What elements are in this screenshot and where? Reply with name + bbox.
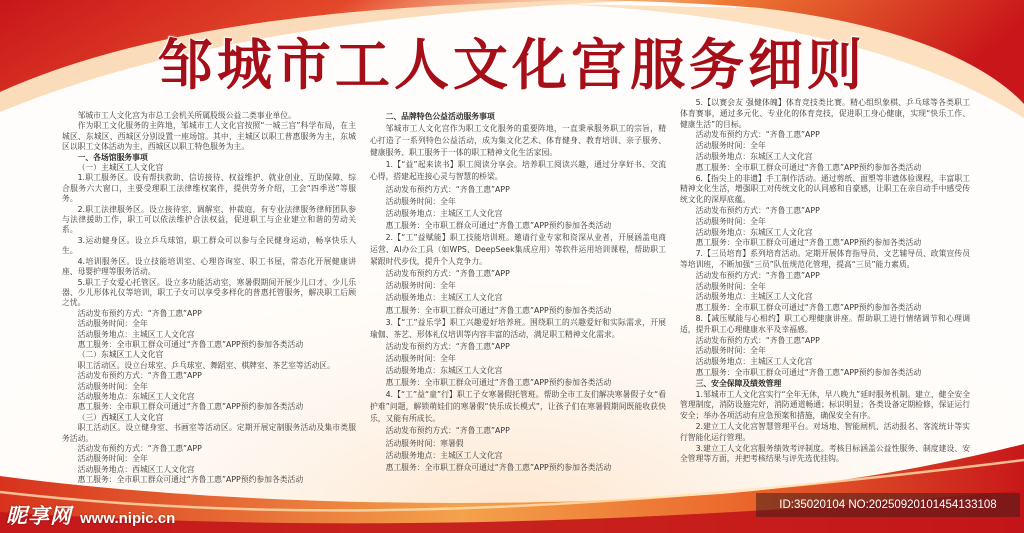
subsection-heading: （二）东城区工人文化宫	[77, 350, 164, 360]
body-paragraph: 作为职工文化服务的主阵地，邹城市工人文化宫按照“一城三宫”科学布局，在主城区、东城区、西城区分别设置一座场馆。其中，主城区以职工普惠服务为主，东城区以职工文体活动为主，西城区以职工特色服务为主。	[62, 121, 356, 152]
info-line: 活动服务时间：全年	[385, 281, 456, 291]
info-line: 活动服务地点：主城区工人文化宫	[385, 450, 503, 460]
watermark	[6, 500, 175, 530]
info-line: 活动服务地点：主城区工人文化宫	[695, 357, 813, 367]
info-line: 活动服务时间：全年	[77, 381, 148, 391]
body-paragraph: 2.建立工人文化宫智慧管理平台。对场地、智能闸机、活动报名、客流统计等实行智能化运行管理。	[680, 421, 970, 442]
info-line: 惠工服务：全市职工群众可通过“齐鲁工惠”APP预约参加各类活动	[77, 339, 304, 349]
info-line: 活动服务时间：全年	[695, 346, 766, 356]
column-right	[680, 98, 970, 465]
info-line: 惠工服务：全市职工群众可通过“齐鲁工惠”APP预约参加各类活动	[695, 162, 922, 172]
info-line: 活动发布预约方式：“齐鲁工惠”APP	[385, 269, 510, 279]
info-line: 活动服务时间：全年	[77, 319, 148, 329]
body-paragraph: 3.【“工”益乐学】职工兴趣爱好培养班。围绕职工的兴趣爱好和实际需求，开展瑜伽、茶艺、形体礼仪培训等内容丰富的活动，满足职工精神文化需求。	[370, 317, 666, 339]
info-line: 惠工服务：全市职工群众可通过“齐鲁工惠”APP预约参加各类活动	[695, 367, 922, 377]
body-paragraph: 4.培训服务区。设立技能培训室、心理咨询室、职工书屋，常态化开展健康讲座、母婴护理等服务活动。	[62, 256, 356, 277]
body-paragraph: 1.【“益”起来读书】职工阅读分享会。培养职工阅读兴趣，通过分享好书、交流心得，搭建起连接心灵与智慧的桥梁。	[370, 160, 666, 182]
body-paragraph: 5.【以赛会友 强健体魄】体育竞技类比赛。精心组织象棋、乒乓球等各类职工体育赛事，通过多元化、专业化的体育竞技，促进职工身心健康，实现“快乐工作、健康生活”的目标。	[680, 98, 970, 129]
info-line: 活动发布预约方式：“齐鲁工惠”APP	[385, 426, 510, 436]
info-line: 活动服务时间：全年	[695, 141, 766, 151]
info-line: 惠工服务：全市职工群众可通过“齐鲁工惠”APP预约参加各类活动	[385, 462, 612, 472]
body-paragraph: 2.【“工”益赋能】职工技能培训班。邀请行业专家和资深从业者，开展涵盖电商运营、AI办公工具（如WPS、DeepSeek集成应用）等软件运用培训课程，帮助职工紧跟时代步伐，提升个人竞争力。	[370, 232, 666, 267]
info-line: 活动服务地点：东城区工人文化宫	[695, 151, 813, 161]
info-line: 活动服务地点：东城区工人文化宫	[385, 365, 503, 375]
info-line: 惠工服务：全市职工群众可通过“齐鲁工惠”APP预约参加各类活动	[77, 402, 304, 412]
body-paragraph: 7.【三员培育】系列培育活动。定期开展体育指导员、文艺辅导员、政策宣传员等培训班，不断加强“三员”队伍规范化管理，提高“三员”能力素质。	[680, 249, 970, 269]
info-line: 活动发布预约方式：“齐鲁工惠”APP	[695, 270, 820, 280]
info-line: 活动发布预约方式：“齐鲁工惠”APP	[385, 341, 510, 351]
info-line: 活动服务地点：主城区工人文化宫	[695, 292, 813, 302]
info-line: 活动发布预约方式：“齐鲁工惠”APP	[695, 130, 820, 140]
section-heading: 三、安全保障及绩效管理	[695, 378, 782, 388]
info-line: 惠工服务：全市职工群众可通过“齐鲁工惠”APP预约参加各类活动	[385, 220, 612, 230]
body-paragraph: 职工活动区。设立台球室、乒乓球室、舞蹈室、棋牌室、茶艺室等活动区。	[77, 360, 335, 370]
body-paragraph: 职工活动区。设立健身室、书画室等活动区。定期开展定制服务活动及集市类服务活动。	[62, 423, 356, 443]
info-line: 活动发布预约方式：“齐鲁工惠”APP	[695, 335, 820, 345]
body-paragraph: 4.【“工”益“童”行】职工子女寒暑假托管班。帮助全市工友们解决寒暑假子女“看护难”问题，解锁萌娃们的寒暑假“快乐成长模式”，让孩子们在寒暑假期间既能收获快乐，又能有所成长。	[370, 390, 666, 424]
body-paragraph: 邹城市工人文化宫作为职工文化服务的重要阵地，一直秉承服务职工的宗旨，精心打造了一系列特色公益活动，成为集文化艺术、体育健身、教育培训、亲子服务、健康服务、职工服务于一体的职工精神文化生活家园。	[370, 124, 666, 158]
info-line: 活动发布预约方式：“齐鲁工惠”APP	[385, 184, 510, 194]
body-paragraph: 1.邹城市工人文化宫实行“全年无休，早八晚九”延时服务机制。建立、健全安全管理制度，消防设施完好，消防通道畅通；标识明显；各类设备定期检修，保证运行安全；举办各项活动有应急预案和措施，确保安全有序。	[680, 389, 970, 421]
body-paragraph: 8.【减压赋能与心相约】职工心理健康讲座。帮助职工进行情绪调节和心理调适，提升职工心理健康水平及幸福感。	[680, 313, 970, 334]
watermark-url: www.nipic.cn	[80, 510, 176, 527]
info-line: 活动服务时间：全年	[695, 281, 766, 291]
info-line: 活动服务时间：寒暑假	[385, 438, 464, 448]
info-line: 活动服务时间：全年	[77, 454, 148, 464]
section-heading: 二、品牌特色公益活动服务事项	[385, 112, 495, 121]
image-id-badge: ID:35020104 NO:20250920101454133108	[756, 493, 1020, 517]
info-line: 活动服务地点：主城区工人文化宫	[385, 208, 503, 218]
info-line: 惠工服务：全市职工群众可通过“齐鲁工惠”APP预约参加各类活动	[695, 238, 922, 248]
subsection-heading: （三）西城区工人文化宫	[77, 412, 164, 422]
info-line: 活动服务时间：全年	[385, 196, 456, 206]
watermark-logo: 昵享网	[6, 504, 72, 528]
info-line: 活动发布预约方式：“齐鲁工惠”APP	[77, 308, 202, 318]
info-line: 活动服务时间：全年	[695, 216, 766, 226]
info-line: 惠工服务：全市职工群众可通过“齐鲁工惠”APP预约参加各类活动	[695, 303, 922, 313]
info-line: 活动服务地点：东城区工人文化宫	[77, 391, 195, 401]
info-line: 活动服务地点：东城区工人文化宫	[695, 227, 813, 237]
section-heading: 一、各场馆服务事项	[77, 152, 148, 162]
info-line: 活动服务地点：西城区工人文化宫	[77, 464, 195, 474]
body-paragraph: 6.【指尖上的非遗】手工制作活动。通过剪纸、面塑等非遗体验课程，丰富职工精神文化生活，增强职工对传统文化的认同感和自豪感，让职工在亲自动手中感受传统文化的深厚底蕴。	[680, 173, 970, 205]
subsection-heading: （一）主城区工人文化宫	[77, 163, 164, 173]
column-left	[62, 111, 356, 486]
page-title: 邹城市工人文化宫服务细则	[157, 32, 866, 97]
info-line: 活动发布预约方式：“齐鲁工惠”APP	[695, 205, 820, 215]
info-line: 活动发布预约方式：“齐鲁工惠”APP	[77, 371, 202, 381]
body-paragraph: 1.职工服务区。设有帮扶救助、信访接待、权益维护、就业创业、互助保障、综合服务六大窗口，主要受理职工法律维权案件，提供劳务介绍，工会“四季送”等服务。	[62, 173, 356, 204]
column-middle	[370, 111, 666, 474]
info-line: 活动发布预约方式：“齐鲁工惠”APP	[77, 444, 202, 453]
body-paragraph: 邹城市工人文化宫为市总工会机关所属股级公益二类事业单位。	[77, 111, 296, 120]
info-line: 活动服务时间：全年	[385, 353, 456, 363]
info-line: 活动服务地点：主城区工人文化宫	[385, 293, 503, 303]
body-paragraph: 3.运动健身区。设立乒乓球馆，职工群众可以参与全民健身运动，畅享快乐人生。	[62, 235, 356, 256]
info-line: 惠工服务：全市职工群众可通过“齐鲁工惠”APP预约参加各类活动	[385, 378, 612, 388]
info-line: 惠工服务：全市职工群众可通过“齐鲁工惠”APP预约参加各类活动	[77, 475, 304, 485]
body-paragraph: 5.职工子女爱心托管区。设立多功能活动室，寒暑假期间开展少儿口才、少儿乐器、少儿形体礼仪等培训，职工子女可以享受多样化的普惠托管服务，解决职工后顾之忧。	[62, 277, 356, 308]
info-line: 惠工服务：全市职工群众可通过“齐鲁工惠”APP预约参加各类活动	[385, 305, 612, 315]
body-paragraph: 2.职工法律服务区。设立接待室、调解室、仲裁庭，有专业法律服务律师团队参与法律援助工作，职工可以依法维护合法权益，促进职工与企业建立和谐的劳动关系。	[62, 204, 356, 235]
body-paragraph: 3.建立工人文化宫服务绩效考评制度。考核目标涵盖公益性服务、制度建设、安全管理等方面，并把考核结果与评先选优挂钩。	[680, 443, 970, 464]
info-line: 活动服务地点：主城区工人文化宫	[77, 329, 195, 339]
